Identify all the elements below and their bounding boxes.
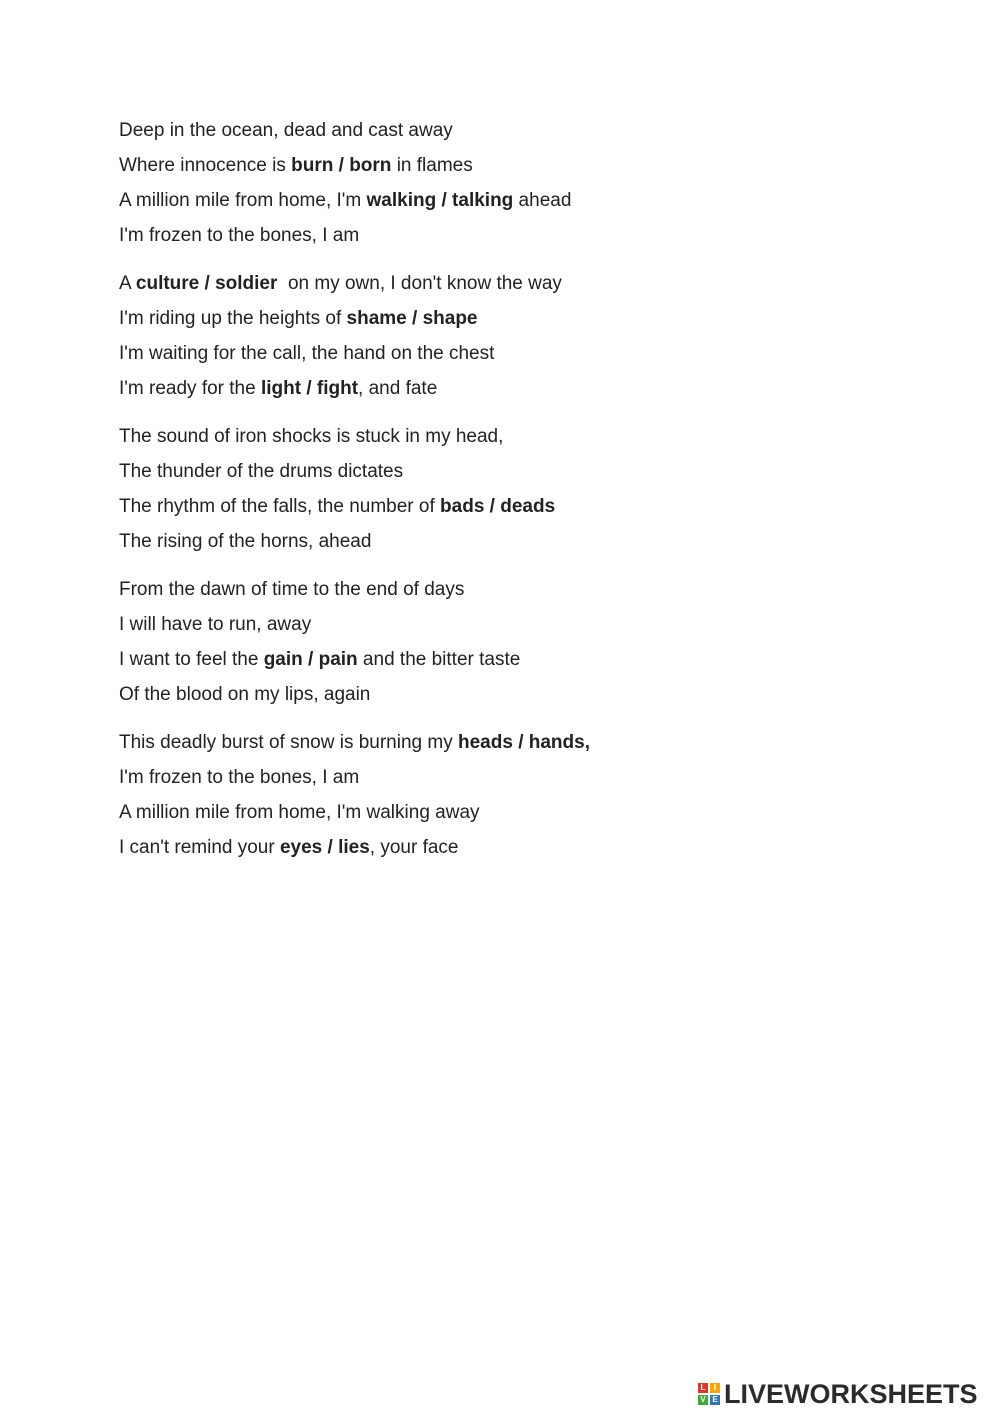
brand-name: LIVEWORKSHEETS <box>724 1378 978 1409</box>
lyric-line <box>119 118 879 153</box>
lyric-text: From the dawn of time to the end of days <box>119 579 465 600</box>
lyric-text: on my own, I don't know the way <box>277 273 562 294</box>
stanza <box>119 118 879 258</box>
stanza <box>119 577 879 717</box>
lyric-text: in flames <box>391 155 473 176</box>
lyric-text: , and fate <box>358 378 438 399</box>
logo-square: I <box>710 1383 720 1393</box>
lyric-text: , your face <box>369 837 459 858</box>
word-choice: culture / soldier <box>135 273 278 294</box>
lyric-line <box>119 765 879 800</box>
lyric-line <box>119 424 879 459</box>
lyric-text: I'm frozen to the bones, I am <box>119 767 360 788</box>
lyric-line <box>119 800 879 835</box>
word-choice: bads / deads <box>440 496 556 517</box>
lyric-text: I can't remind your <box>119 837 280 858</box>
lyric-text: I'm frozen to the bones, I am <box>119 225 360 246</box>
lyric-text: Deep in the ocean, dead and cast away <box>119 120 453 141</box>
lyric-line <box>119 153 879 188</box>
stanza <box>119 424 879 564</box>
lyric-text: This deadly burst of snow is burning my <box>119 732 458 753</box>
stanza <box>119 271 879 411</box>
lyric-text: I'm ready for the <box>119 378 261 399</box>
lyric-text: A million mile from home, I'm walking away <box>119 802 480 823</box>
lyric-line <box>119 459 879 494</box>
lyric-text: The rising of the horns, ahead <box>119 531 372 552</box>
lyric-line <box>119 682 879 717</box>
lyric-line <box>119 188 879 223</box>
lyric-line <box>119 223 879 258</box>
word-choice: gain / pain <box>263 649 358 670</box>
stanza <box>119 730 879 870</box>
lyric-text: Where innocence is <box>119 155 292 176</box>
lyric-line <box>119 577 879 612</box>
lyric-text: A <box>119 273 136 294</box>
lyric-line <box>119 730 879 765</box>
logo-square: V <box>698 1395 708 1405</box>
logo-square: E <box>710 1395 720 1405</box>
word-choice: eyes / lies <box>279 837 370 858</box>
lyric-line <box>119 529 879 564</box>
lyrics-body <box>119 118 879 883</box>
lyric-text: Of the blood on my lips, again <box>119 684 371 705</box>
lyric-text: I'm waiting for the call, the hand on the chest <box>119 343 495 364</box>
word-choice: burn / born <box>291 155 392 176</box>
word-choice: shame / shape <box>346 308 478 329</box>
liveworksheets-brand <box>698 1378 978 1410</box>
liveworksheets-logo-icon <box>698 1383 720 1405</box>
lyric-line <box>119 306 879 341</box>
word-choice: light / fight <box>260 378 359 399</box>
lyric-line <box>119 341 879 376</box>
lyric-text: I want to feel the <box>119 649 264 670</box>
lyric-text: and the bitter taste <box>357 649 521 670</box>
lyric-text: I'm riding up the heights of <box>119 308 347 329</box>
lyric-line <box>119 271 879 306</box>
word-choice: walking / talking <box>366 190 514 211</box>
lyric-line <box>119 835 879 870</box>
logo-square: L <box>698 1383 708 1393</box>
lyric-text: The thunder of the drums dictates <box>119 461 404 482</box>
lyric-line <box>119 494 879 529</box>
lyric-line <box>119 647 879 682</box>
lyric-text: I will have to run, away <box>119 614 312 635</box>
lyric-text: ahead <box>513 190 572 211</box>
word-choice: heads / hands, <box>458 732 590 753</box>
lyric-line <box>119 376 879 411</box>
lyric-text: A million mile from home, I'm <box>119 190 367 211</box>
lyric-text: The rhythm of the falls, the number of <box>119 496 441 517</box>
lyric-line <box>119 612 879 647</box>
lyric-text: The sound of iron shocks is stuck in my head, <box>119 426 504 447</box>
